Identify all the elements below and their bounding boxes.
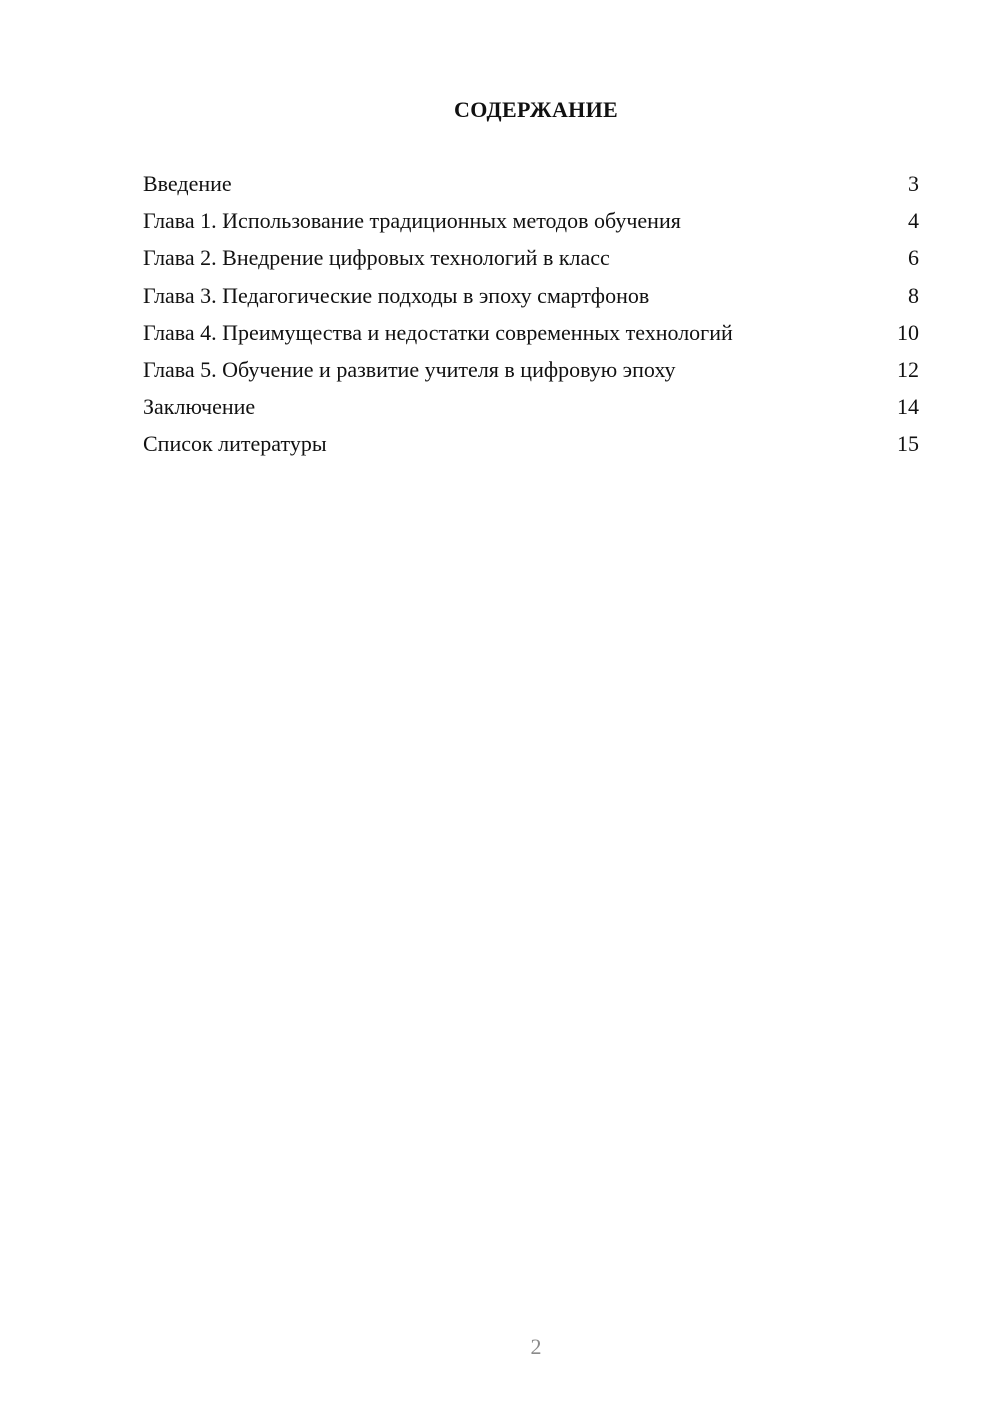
toc-item-label: Глава 3. Педагогические подходы в эпоху смартфонов: [143, 282, 650, 308]
toc-item-page: 3: [908, 171, 919, 196]
toc-item-label: Глава 1. Использование традиционных методов обучения: [143, 208, 681, 234]
toc-item-chapter-5: [143, 354, 919, 391]
toc-item-label: Введение: [143, 171, 232, 196]
toc-item-page: 15: [897, 431, 919, 457]
toc-item-chapter-1: [143, 205, 919, 242]
toc-item-label: Список литературы: [143, 431, 327, 457]
toc-item-references: [143, 428, 919, 465]
toc-list: [143, 168, 919, 466]
toc-item-page: 8: [908, 282, 919, 308]
toc-item-label: Глава 4. Преимущества и недостатки современных технологий: [143, 319, 733, 345]
page-number: 2: [530, 1334, 542, 1359]
toc-item-page: 10: [897, 319, 919, 345]
toc-item-chapter-3: [143, 280, 919, 317]
toc-item-label: Заключение: [143, 394, 256, 420]
toc-item-page: 12: [897, 356, 919, 382]
toc-item-label: Глава 5. Обучение и развитие учителя в цифровую эпоху: [143, 356, 676, 382]
toc-item-introduction: [143, 168, 919, 205]
toc-title: СОДЕРЖАНИЕ: [454, 97, 618, 122]
toc-item-page: 4: [908, 208, 919, 234]
toc-item-page: 6: [908, 245, 919, 271]
toc-item-label: Глава 2. Внедрение цифровых технологий в класс: [143, 245, 610, 271]
toc-item-chapter-2: [143, 242, 919, 279]
toc-item-chapter-4: [143, 317, 919, 354]
toc-item-page: 14: [897, 394, 919, 420]
toc-item-conclusion: [143, 391, 919, 428]
